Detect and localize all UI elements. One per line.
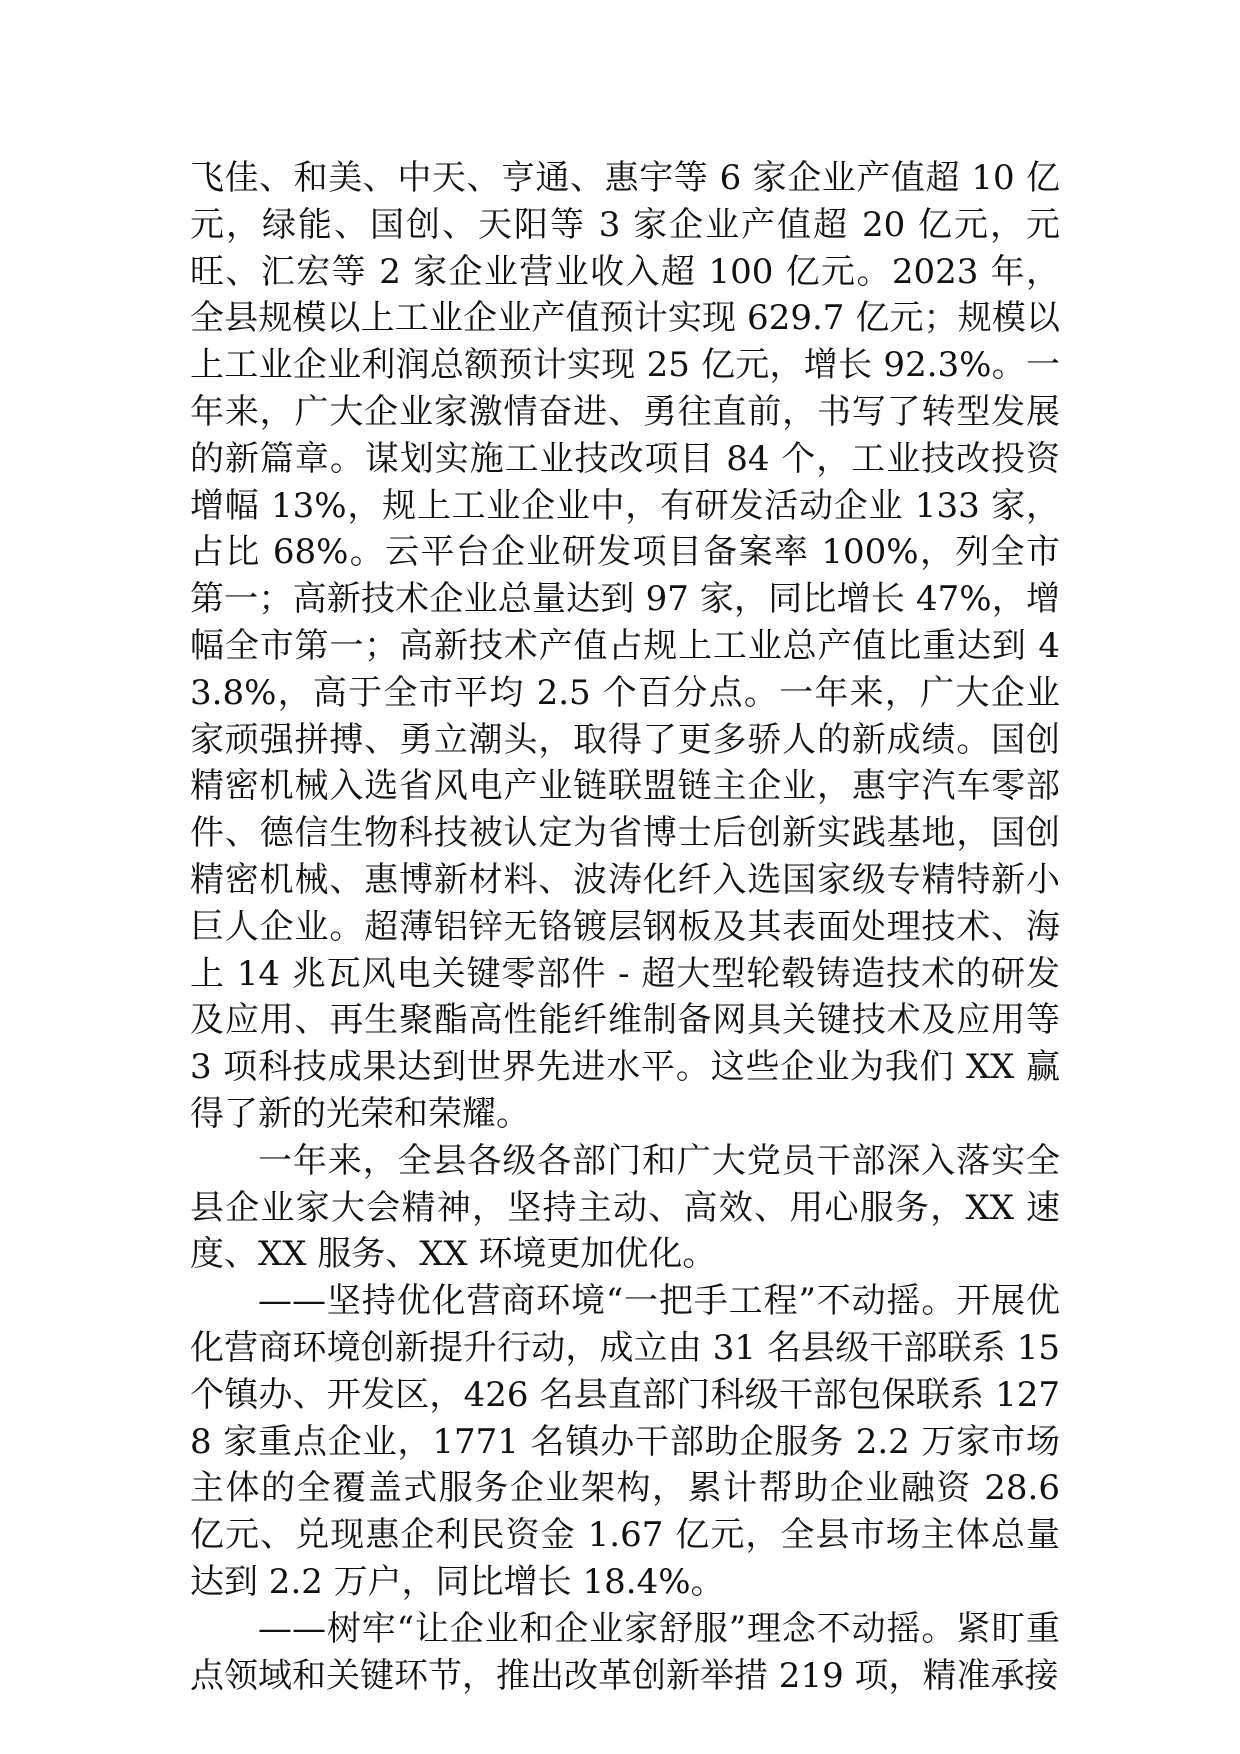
paragraph-enterprise-achievements: 飞佳、和美、中天、亨通、惠宇等 6 家企业产值超 10 亿元，绿能、国创、天阳等 3 家企业产值超 20 亿元，元旺、汇宏等 2 家企业营业收入超 100 亿元。2023 年，全县规模以上工业企业产值预计实现 629.7 亿元；规模以上工业企业利润总额预计实现 25 亿元，增长 92.3%。一年来，广大企业家激情奋进、勇往直前，书写了转型发展的新篇章。谋划实施工业技改项目 84 个，工业技改投资增幅 13%，规上工业企业中，有研发活动企业 133 家，占比 68%。云平台企业研发项目备案率 100%，列全市第一；高新技术企业总量达到 97 家，同比增长 47%，增幅全市第一；高新技术产值占规上工业总产值比重达到 43.8%，高于全市平均 2.5 个百分点。一年来，广大企业家顽强拼搏、勇立潮头，取得了更多骄人的新成绩。国创精密机械入选省风电产业链联盟链主企业，惠宇汽车零部件、德信生物科技被认定为省博士后创新实践基地，国创精密机械、惠博新材料、波涛化纤入选国家级专精特新小巨人企业。超薄铝锌无铬镀层钢板及其表面处理技术、海上 14 兆瓦风电关键零部件 - 超大型轮毂铸造技术的研发及应用、再生聚酯高性能纤维制备网具关键技术及应用等 3 项科技成果达到世界先进水平。这些企业为我们 XX 赢得了新的光荣和荣耀。 [190, 158, 1060, 1134]
paragraph-enterprise-comfort: ——树牢“让企业和企业家舒服”理念不动摇。紧盯重点领域和关键环节，推出改革创新举措 219 项，精准承接 [190, 1608, 1060, 1696]
paragraph-business-environment: ——坚持优化营商环境“一把手工程”不动摇。开展优化营商环境创新提升行动，成立由 31 名县级干部联系 15 个镇办、开发区，426 名县直部门科级干部包保联系 1278 家重点企业，1771 名镇办干部助企服务 2.2 万家市场主体的全覆盖式服务企业架构，累计帮助企业融资 28.6 亿元、兑现惠企利民资金 1.67 亿元，全县市场主体总量达到 2.2 万户，同比增长 18.4%。 [190, 1281, 1060, 1602]
document-body [190, 155, 1060, 1699]
paragraph-service-overview: 一年来，全县各级各部门和广大党员干部深入落实全县企业家大会精神，坚持主动、高效、用心服务，XX 速度、XX 服务、XX 环境更加优化。 [190, 1140, 1060, 1275]
